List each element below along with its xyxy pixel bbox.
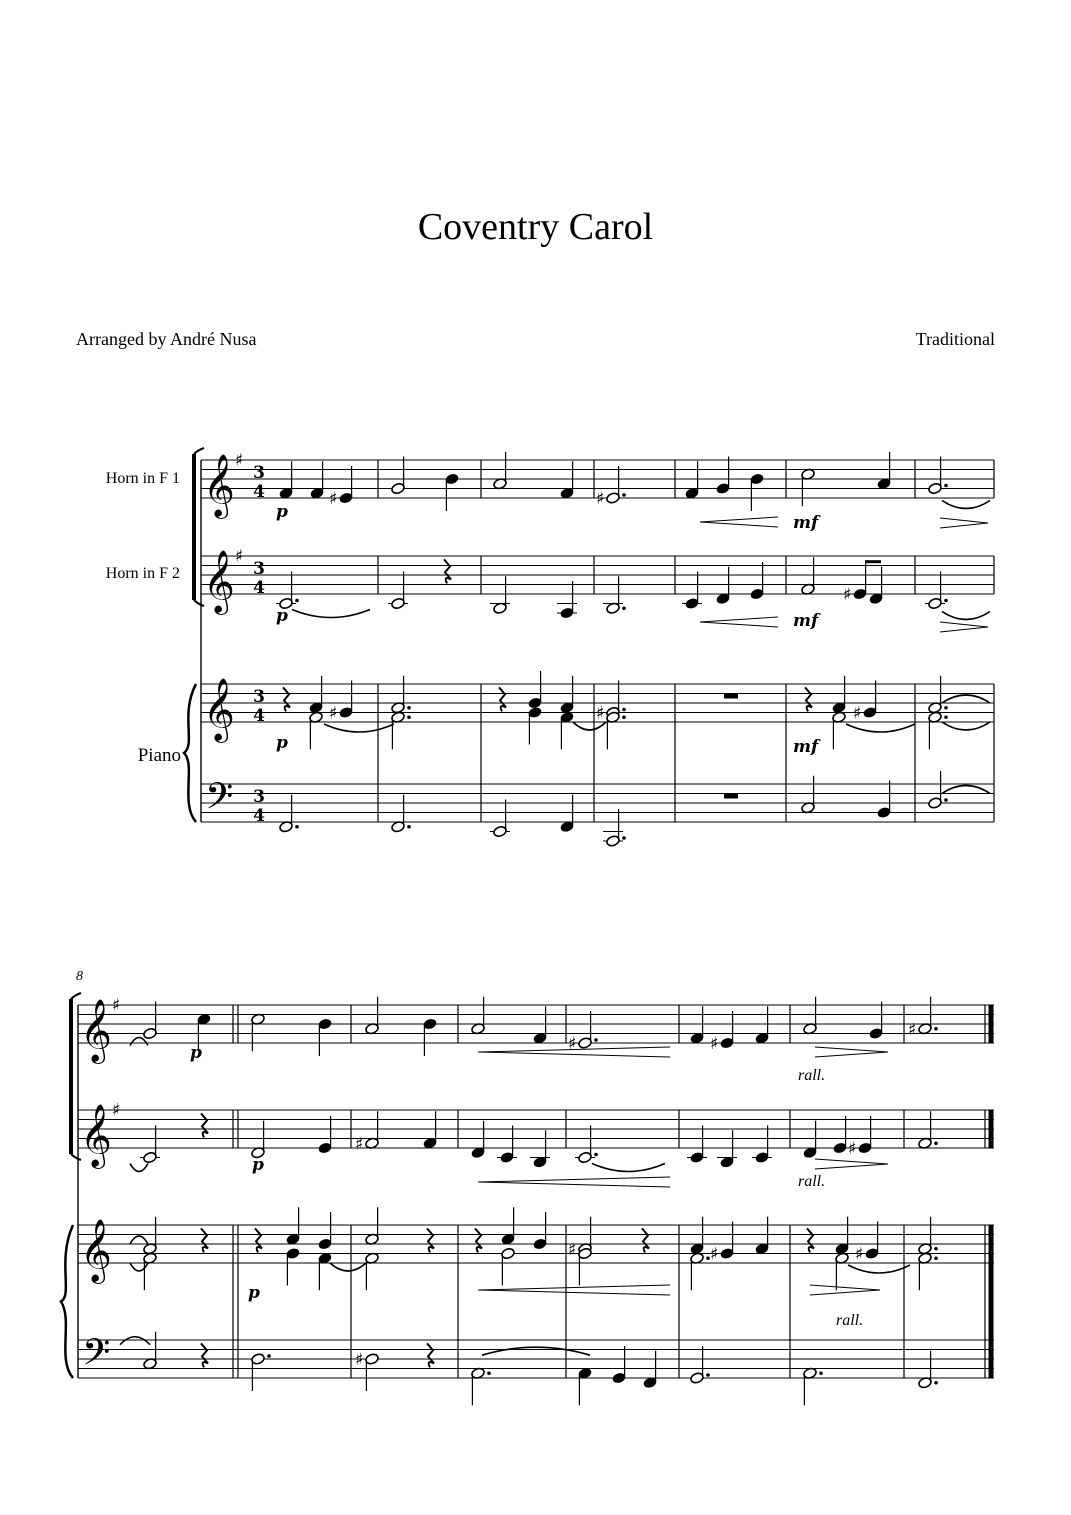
sharp-accidental: ♯ <box>596 703 605 724</box>
time-signature-top: 3 <box>253 787 265 808</box>
quarter-rest <box>201 1343 208 1367</box>
piano-brace <box>184 684 196 822</box>
dot <box>944 798 948 802</box>
dot <box>622 493 626 497</box>
quarter-rest <box>444 559 451 583</box>
time-signature-top: 3 <box>253 463 265 484</box>
treble-clef: 𝄞 <box>203 549 235 613</box>
instrument-label-horn2: Horn in F 2 <box>105 565 180 582</box>
quarter-rest <box>427 1228 434 1252</box>
sharp-accidental: ♯ <box>568 1239 577 1260</box>
dynamic-p: p <box>190 1043 202 1063</box>
crescendo-hairpin <box>700 617 778 627</box>
sharp-accidental: ♯ <box>329 703 338 724</box>
sharp-accidental: ♯ <box>908 1019 917 1040</box>
diminuendo-hairpin <box>810 1285 880 1295</box>
treble-clef: 𝄞 <box>80 998 112 1062</box>
expression-rall: rall. <box>798 1173 826 1190</box>
tie <box>942 722 990 730</box>
quarter-rest <box>642 1228 649 1252</box>
dot <box>706 1256 710 1260</box>
dot <box>622 715 626 719</box>
dot <box>706 1373 710 1377</box>
dot <box>267 1354 271 1358</box>
tie <box>592 1164 665 1172</box>
sharp-accidental: ♯ <box>853 703 862 724</box>
crescendo-hairpin <box>478 1285 670 1295</box>
quarter-rest <box>255 1228 262 1252</box>
tie <box>292 610 370 618</box>
bass-clef: 𝄢 <box>205 775 234 827</box>
dot <box>407 715 411 719</box>
quarter-rest <box>807 1228 814 1252</box>
staff-system1-3 <box>201 784 994 822</box>
tie <box>482 1347 590 1355</box>
expression-rall: rall. <box>836 1312 864 1329</box>
dot <box>934 1027 938 1031</box>
dynamic-p: p <box>276 733 288 753</box>
treble-clef: 𝄞 <box>203 453 235 517</box>
key-signature-sharp: ♯ <box>235 546 244 567</box>
dot <box>622 708 626 712</box>
dot <box>934 1381 938 1385</box>
time-signature-bottom: 4 <box>253 578 265 599</box>
tie <box>130 1164 148 1172</box>
sharp-accidental: ♯ <box>355 1350 364 1370</box>
sharp-accidental: ♯ <box>848 1139 857 1159</box>
composer-credit: Traditional <box>915 329 995 349</box>
dot <box>944 484 948 488</box>
arranger-credit: Arranged by André Nusa <box>76 329 257 349</box>
quarter-rest <box>283 687 290 711</box>
dot <box>622 606 626 610</box>
tie <box>330 1263 366 1271</box>
time-signature-bottom: 4 <box>253 706 265 727</box>
tie <box>130 1263 148 1271</box>
quarter-rest <box>201 1113 208 1137</box>
dynamic-p: p <box>276 502 288 522</box>
diminuendo-hairpin <box>940 622 988 632</box>
time-signature-top: 3 <box>253 559 265 580</box>
quarter-rest <box>201 1228 208 1252</box>
dot <box>407 706 411 710</box>
time-signature-bottom: 4 <box>253 482 265 503</box>
diminuendo-hairpin <box>815 1047 888 1057</box>
diminuendo-hairpin <box>815 1159 888 1169</box>
sharp-accidental: ♯ <box>329 489 338 509</box>
dynamic-p: p <box>248 1283 260 1303</box>
expression-rall: rall. <box>798 1067 826 1084</box>
diminuendo-hairpin <box>940 518 988 528</box>
bass-clef: 𝄢 <box>82 1331 111 1383</box>
dot <box>487 1371 491 1375</box>
tie <box>120 1337 150 1345</box>
sharp-accidental: ♯ <box>710 1244 719 1265</box>
crescendo-hairpin <box>700 517 778 527</box>
dynamic-mf: mf <box>793 611 819 631</box>
sharp-accidental: ♯ <box>843 585 852 605</box>
dot <box>594 1038 598 1042</box>
sharp-accidental: ♯ <box>855 1244 864 1265</box>
treble-clef: 𝄞 <box>80 1103 112 1167</box>
dot <box>944 599 948 603</box>
piano-brace <box>61 1225 73 1378</box>
dot <box>944 715 948 719</box>
sharp-accidental: ♯ <box>568 1034 577 1054</box>
dot <box>819 1371 823 1375</box>
dot <box>934 1141 938 1145</box>
dot <box>407 825 411 829</box>
sharp-accidental: ♯ <box>596 489 605 509</box>
dot <box>944 706 948 710</box>
quarter-rest <box>427 1343 434 1367</box>
quarter-rest <box>499 687 506 711</box>
instrument-label-horn1: Horn in F 1 <box>105 470 180 487</box>
key-signature-sharp: ♯ <box>112 1100 121 1121</box>
tie <box>130 1236 148 1244</box>
treble-clef: 𝄞 <box>80 1218 112 1282</box>
measure-number: 8 <box>76 969 83 984</box>
staff-system2-1 <box>78 1110 994 1148</box>
sharp-accidental: ♯ <box>710 1034 719 1054</box>
dot <box>622 836 626 840</box>
key-signature-sharp: ♯ <box>112 995 121 1016</box>
dot <box>934 1247 938 1251</box>
dot <box>295 825 299 829</box>
key-signature-sharp: ♯ <box>235 450 244 471</box>
dot <box>295 599 299 603</box>
quarter-rest <box>475 1228 482 1252</box>
treble-clef: 𝄞 <box>203 677 235 741</box>
time-signature-bottom: 4 <box>253 806 265 827</box>
whole-rest <box>724 794 738 799</box>
quarter-rest <box>805 687 812 711</box>
staff-system2-3 <box>78 1340 994 1378</box>
dot <box>594 1153 598 1157</box>
tie <box>942 612 990 620</box>
time-signature-top: 3 <box>253 687 265 708</box>
whole-rest <box>724 694 738 699</box>
tie <box>942 786 990 794</box>
dynamic-mf: mf <box>793 513 819 533</box>
tie <box>848 1265 910 1273</box>
dynamic-mf: mf <box>793 737 819 757</box>
tie <box>130 1038 148 1046</box>
tie <box>846 724 915 732</box>
dynamic-p: p <box>252 1155 264 1175</box>
tie <box>324 724 394 732</box>
dot <box>934 1256 938 1260</box>
tie <box>942 501 990 509</box>
instrument-label-piano: Piano <box>137 745 181 766</box>
tie <box>942 695 990 703</box>
dynamic-p: p <box>276 606 288 626</box>
piece-title: Coventry Carol <box>417 206 654 248</box>
sharp-accidental: ♯ <box>355 1134 364 1155</box>
crescendo-hairpin <box>478 1177 670 1187</box>
